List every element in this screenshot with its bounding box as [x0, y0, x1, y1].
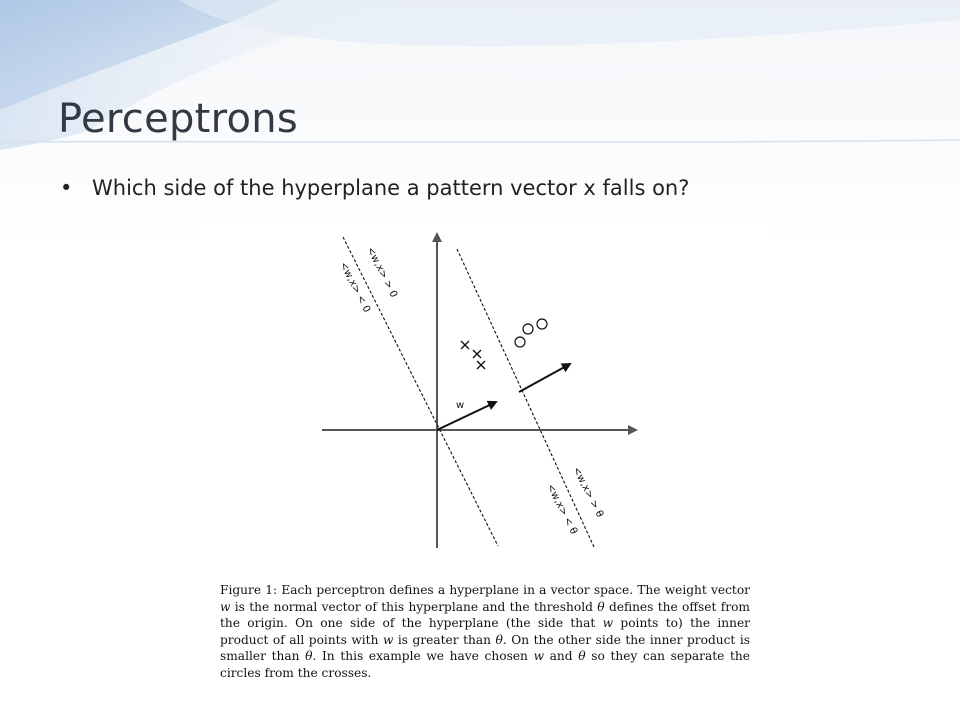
hyperplane-origin — [343, 237, 498, 546]
cross-point — [473, 350, 481, 358]
perceptron-figure — [200, 224, 770, 696]
bullet-text: Which side of the hyperplane a pattern vector x falls on? — [92, 176, 690, 200]
caption-math: w — [382, 632, 394, 647]
weight-label: w — [456, 400, 465, 411]
caption-text: Figure 1: Each perceptron defines a hyperplane in a vector space. The weight vector — [220, 583, 750, 597]
header-decoration — [0, 0, 960, 170]
caption-text: . In this example we have chosen — [312, 649, 534, 663]
bullet-marker: • — [60, 176, 73, 200]
region-label-left-neg: <w,x> < 0 — [337, 260, 373, 315]
caption-math: θ — [578, 649, 586, 663]
caption-text: points to) the inner product of all points with — [220, 616, 751, 647]
cross-point — [461, 341, 469, 349]
hyperplane-offset — [457, 249, 594, 547]
circle-point — [515, 337, 525, 347]
region-label-left-pos: <w,x> > 0 — [364, 245, 400, 300]
caption-math: θ — [305, 649, 313, 663]
figure-caption — [220, 582, 750, 681]
circle-point — [523, 324, 533, 334]
caption-text: and — [544, 649, 579, 663]
caption-text: is greater than — [393, 632, 496, 647]
circle-point — [537, 319, 547, 329]
caption-text: is the normal vector of this hyperplane and the threshold — [230, 599, 598, 614]
offset-vector — [519, 364, 570, 392]
bullet-item — [60, 176, 689, 200]
caption-math: w — [602, 616, 614, 630]
hyperplane-diagram — [200, 224, 770, 574]
caption-math: w — [220, 599, 231, 614]
caption-math: θ — [597, 599, 605, 614]
caption-text: defines the offset from the origin. On one side of the hyperplane (the side that — [220, 599, 750, 630]
weight-vector — [437, 402, 496, 430]
region-label-right-neg: <w,x> < θ — [544, 482, 580, 537]
caption-math: w — [533, 649, 544, 663]
region-label-right-pos: <w,x> > θ — [570, 465, 606, 520]
caption-text: so they can separate the circles from the crosses. — [220, 649, 750, 680]
caption-math: θ — [495, 632, 503, 647]
caption-text: . On the other side the inner product is smaller than — [220, 632, 750, 663]
slide-title: Perceptrons — [58, 96, 299, 142]
cross-point — [477, 361, 485, 369]
bullet-list — [60, 176, 689, 200]
